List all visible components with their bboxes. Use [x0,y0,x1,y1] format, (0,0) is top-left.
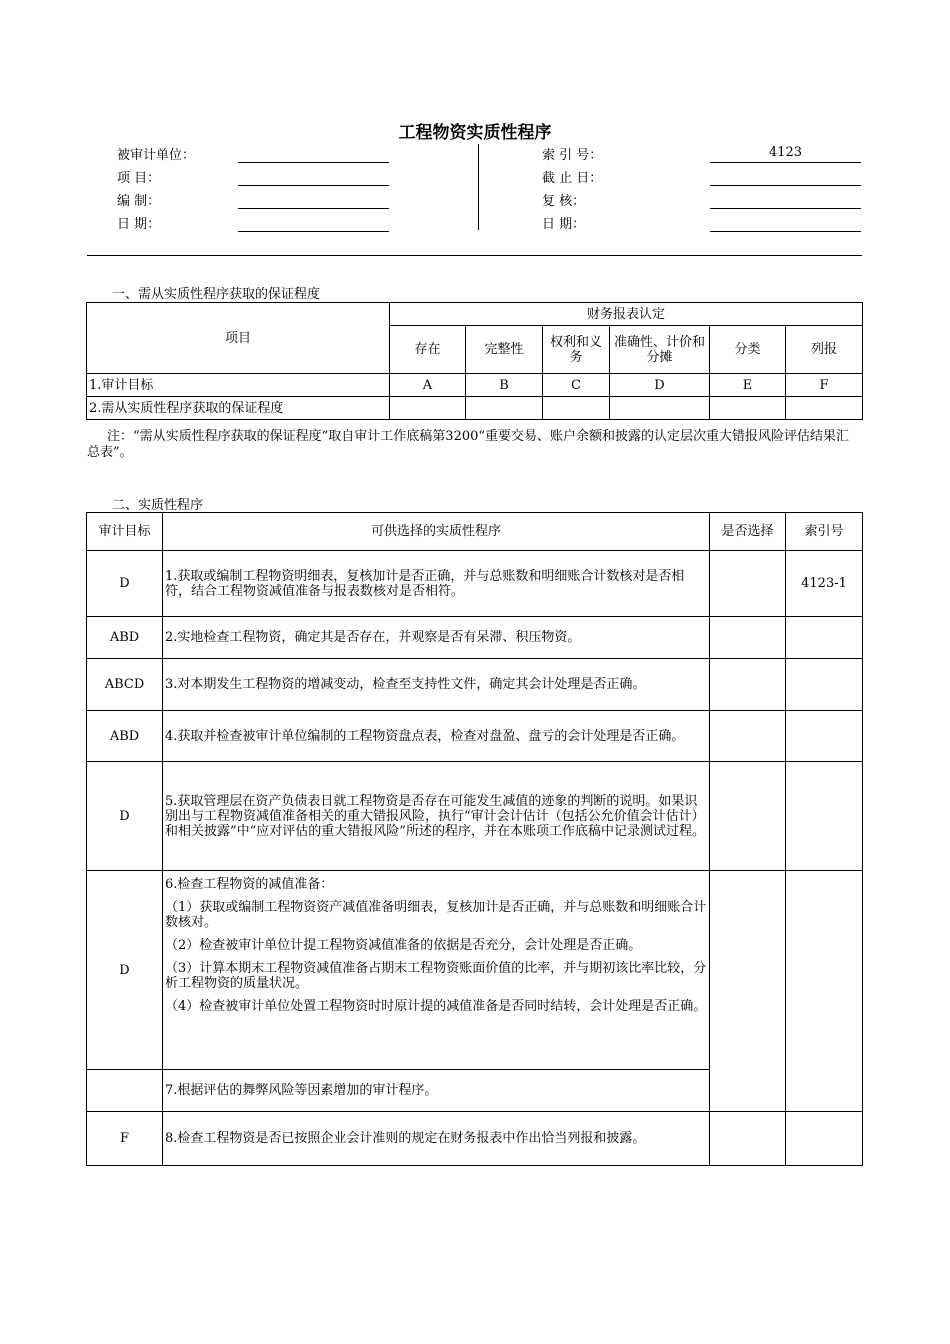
input-cell[interactable] [466,397,543,420]
procedures-table [86,512,863,1166]
procedure-text: 4.获取并检查被审计单位编制的工程物资盘点表，检查对盘盈、盘亏的会计处理是否正确。 [163,711,710,762]
procedure-text: 2.实地检查工程物资，确定其是否存在，并观察是否有呆滞、积压物资。 [163,617,710,659]
audit-target: ABCD [87,659,163,711]
col-presentation: 列报 [786,326,863,374]
input-cell[interactable] [786,397,863,420]
col-audit-target: 审计目标 [87,513,163,551]
table-row [87,711,863,762]
procedure-text: 7.根据评估的舞弊风险等因素增加的审计程序。 [163,1070,710,1112]
index-cell[interactable] [786,659,863,711]
input-cell[interactable] [710,397,786,420]
audit-target: ABD [87,711,163,762]
selected-cell[interactable] [710,762,786,871]
index-cell[interactable]: 4123-1 [786,551,863,617]
preparer-field[interactable] [238,190,389,209]
selected-cell[interactable] [710,659,786,711]
cutoff-date-field[interactable] [710,167,861,186]
prepare-date-label: 日 期： [117,217,161,232]
selected-cell[interactable] [710,617,786,659]
table-row [87,397,863,420]
audit-target: D [87,551,163,617]
index-cell[interactable] [786,762,863,871]
selected-cell[interactable] [710,551,786,617]
table-row [87,762,863,871]
audit-target [87,1070,163,1112]
audit-target: ABD [87,617,163,659]
auditee-field[interactable] [238,144,389,163]
audit-target: D [87,762,163,871]
col-completeness: 完整性 [466,326,543,374]
row-label: 2.需从实质性程序获取的保证程度 [87,397,390,420]
col-index: 索引号 [786,513,863,551]
auditee-label: 被审计单位： [117,148,196,163]
review-date-field[interactable] [710,213,861,232]
col-accuracy: 准确性、计价和分摊 [610,326,710,374]
table-row [87,871,863,1070]
project-field[interactable] [238,167,389,186]
reviewer-label: 复 核： [542,194,586,209]
procedure-text [163,871,710,1070]
table-row [87,551,863,617]
selected-cell[interactable] [710,871,786,1112]
col-existence: 存在 [390,326,466,374]
input-cell[interactable] [610,397,710,420]
audit-target: F [87,1112,163,1166]
selected-cell[interactable] [710,711,786,762]
sub-procedure: （4）检查被审计单位处置工程物资时时原计提的减值准备是否同时结转，会计处理是否正确。 [165,999,707,1014]
cell: C [543,374,610,397]
index-cell[interactable] [786,711,863,762]
cell: D [610,374,710,397]
col-selected: 是否选择 [710,513,786,551]
project-label: 项 目： [117,171,161,186]
table-row [87,374,863,397]
procedure-text: 5.获取管理层在资产负债表日就工程物资是否存在可能发生减值的迹象的判断的说明。如果识别出与工程物资减值准备相关的重大错报风险，执行“审计会计估计（包括公允价值会计估计）和相关披露”中“应对评估的重大错报风险”所述的程序，并在本账项工作底稿中记录测试过程。 [163,762,710,871]
prepare-date-field[interactable] [238,213,389,232]
col-rights: 权利和义务 [543,326,610,374]
selected-cell[interactable] [710,1112,786,1166]
procedure-title: 6.检查工程物资的减值准备： [165,877,334,892]
col-classification: 分类 [710,326,786,374]
cell: A [390,374,466,397]
procedure-text: 3.对本期发生工程物资的增减变动，检查至支持性文件，确定其会计处理是否正确。 [163,659,710,711]
reviewer-field[interactable] [710,190,861,209]
preparer-label: 编 制： [117,194,161,209]
cell: F [786,374,863,397]
sub-procedure: （2）检查被审计单位计提工程物资减值准备的依据是否充分，会计处理是否正确。 [165,938,642,953]
row-label: 1.审计目标 [87,374,390,397]
item-header: 项目 [87,303,390,374]
cell: B [466,374,543,397]
input-cell[interactable] [390,397,466,420]
index-no-label: 索 引 号： [542,148,603,163]
header-rule [87,255,862,256]
section2-heading: 二、实质性程序 [112,498,204,513]
index-cell[interactable] [786,617,863,659]
sub-procedure: （1）获取或编制工程物资资产减值准备明细表，复核加计是否正确，并与总账数和明细账合计数核对。 [165,900,707,930]
section1-heading: 一、需从实质性程序获取的保证程度 [112,287,321,302]
procedure-text: 1.获取或编制工程物资明细表，复核加计是否正确，并与总账数和明细账合计数核对是否相符，结合工程物资减值准备与报表数核对是否相符。 [163,551,710,617]
audit-target: D [87,871,163,1070]
procedure-text: 8.检查工程物资是否已按照企业会计准则的规定在财务报表中作出恰当列报和披露。 [163,1112,710,1166]
assurance-table [86,302,863,420]
input-cell[interactable] [543,397,610,420]
index-cell[interactable] [786,1112,863,1166]
col-procedure: 可供选择的实质性程序 [163,513,710,551]
cell: E [710,374,786,397]
page-title: 工程物资实质性程序 [398,123,552,143]
section1-note: 注：“需从实质性程序获取的保证程度”取自审计工作底稿第3200“重要交易、账户余额和披露的认定层次重大错报风险评估结果汇总表”。 [87,429,850,460]
assertions-group-header: 财务报表认定 [390,303,863,326]
index-no-field[interactable]: 4123 [710,144,861,163]
index-cell[interactable] [786,871,863,1112]
table-row [87,617,863,659]
review-date-label: 日 期： [542,217,586,232]
table-row [87,659,863,711]
sub-procedure: （3）计算本期末工程物资减值准备占期末工程物资账面价值的比率，并与期初该比率比较，分析工程物资的质量状况。 [165,961,707,991]
table-row [87,1112,863,1166]
cutoff-date-label: 截 止 日： [542,171,603,186]
header-divider [478,144,479,230]
